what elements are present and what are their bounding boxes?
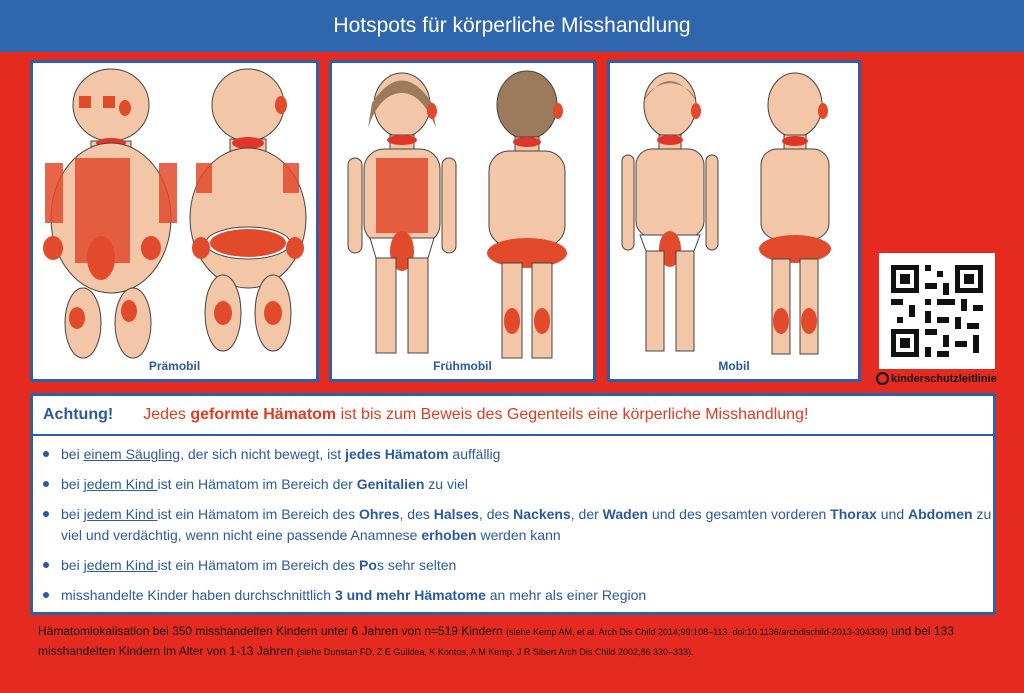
panel-praemobil [30, 60, 319, 382]
child-back [759, 73, 831, 354]
praemobil-illustration [33, 63, 316, 379]
text: zu viel und verdächtig, wenn nicht eine passende Anamnese [61, 506, 992, 543]
spiral-icon [876, 372, 889, 385]
panel-label-praemobil: Prämobil [148, 359, 201, 373]
list-item [39, 585, 993, 606]
bold-text: Halses [433, 506, 479, 522]
child-front [622, 73, 718, 351]
panel-mobil [607, 60, 861, 382]
panel-label-fruehmobil: Frühmobil [433, 359, 492, 373]
list-item [39, 444, 993, 465]
footer-text: und bei 133 misshandelten Kindern im Alter von 1-13 Jahren [38, 624, 954, 658]
bold-text: Thorax [830, 506, 877, 522]
warning-text-bold: geformte Hämatom [190, 406, 337, 423]
bullet-list [33, 444, 993, 606]
toddler-back [487, 71, 567, 358]
underlined-text: jedem Kind [83, 476, 158, 492]
bold-text: Po [359, 557, 377, 573]
brand-name: kinderschutzleitlinie [891, 372, 997, 385]
footer-text: Hämatomlokalisation bei 350 misshandelten Kindern unter 6 Jahren von n=519 Kindern [38, 624, 506, 638]
fruehmobil-illustration [332, 63, 593, 379]
warning-label: Achtung! [43, 406, 114, 423]
footer-citation [38, 622, 988, 662]
text: bei [61, 506, 84, 522]
bold-text: Abdomen [908, 506, 973, 522]
text: zu viel [424, 476, 468, 492]
text: , des [478, 506, 514, 522]
text: s sehr selten [376, 557, 457, 573]
underlined-text: jedem Kind [83, 557, 158, 573]
text: werden kann [476, 527, 561, 543]
title-text: Hotspots für körperliche Misshandlung [333, 14, 691, 37]
qr-code-icon [879, 253, 995, 369]
bold-text: jedes Hämatom [345, 446, 449, 462]
underlined-text: einem Säugling [83, 446, 181, 462]
bold-text: Ohres [359, 506, 400, 522]
text: und [876, 506, 908, 522]
text: , der sich nicht bewegt, ist [180, 446, 346, 462]
underlined-text: jedem Kind [83, 506, 158, 522]
text: bei [61, 476, 84, 492]
text: bei [61, 446, 84, 462]
text: ist ein Hämatom im Bereich des [157, 506, 360, 522]
text: , der [570, 506, 603, 522]
warning-text-part: Jedes [143, 406, 191, 423]
text: an mehr als einer Region [485, 587, 647, 603]
text: und des gesamten vorderen [648, 506, 831, 522]
warning-text-part: ist bis zum Beweis des Gegenteils eine körperliche Misshandlung! [336, 406, 809, 423]
info-box [30, 393, 996, 615]
bold-text: Nackens [513, 506, 571, 522]
bold-text: erhoben [421, 527, 477, 543]
text: auffällig [448, 446, 501, 462]
panel-label-mobil: Mobil [718, 359, 750, 373]
toddler-front [348, 73, 456, 353]
list-item [39, 474, 993, 495]
bold-text: 3 und mehr Hämatome [334, 587, 486, 603]
brand-logo[interactable] [876, 372, 997, 385]
baby-front [43, 69, 177, 358]
baby-back [190, 69, 306, 351]
panel-fruehmobil [329, 60, 596, 382]
page-title [0, 0, 1024, 52]
bold-text: Genitalien [356, 476, 425, 492]
list-item [39, 555, 993, 576]
footer-reference: (siehe Dunstan FD, Z E Guildea, K Kontos, A M Kemp, J R Sibert Arch Dis Child 2002;86:330–333). [296, 647, 694, 657]
qr-code[interactable] [879, 253, 995, 369]
text: bei [61, 557, 84, 573]
footer-reference: (siehe Kemp AM, et al. Arch Dis Child 2014;99:108–113. doi:10.1136/archdischild-2013-304339) [505, 627, 888, 637]
warning-header [33, 396, 993, 436]
list-item [39, 504, 993, 546]
text: , des [399, 506, 434, 522]
text: ist ein Hämatom im Bereich der [157, 476, 357, 492]
text: ist ein Hämatom im Bereich des [157, 557, 360, 573]
mobil-illustration [610, 63, 858, 379]
warning-text [143, 406, 808, 424]
text: misshandelte Kinder haben durchschnittlich [61, 587, 335, 603]
bold-text: Waden [602, 506, 649, 522]
